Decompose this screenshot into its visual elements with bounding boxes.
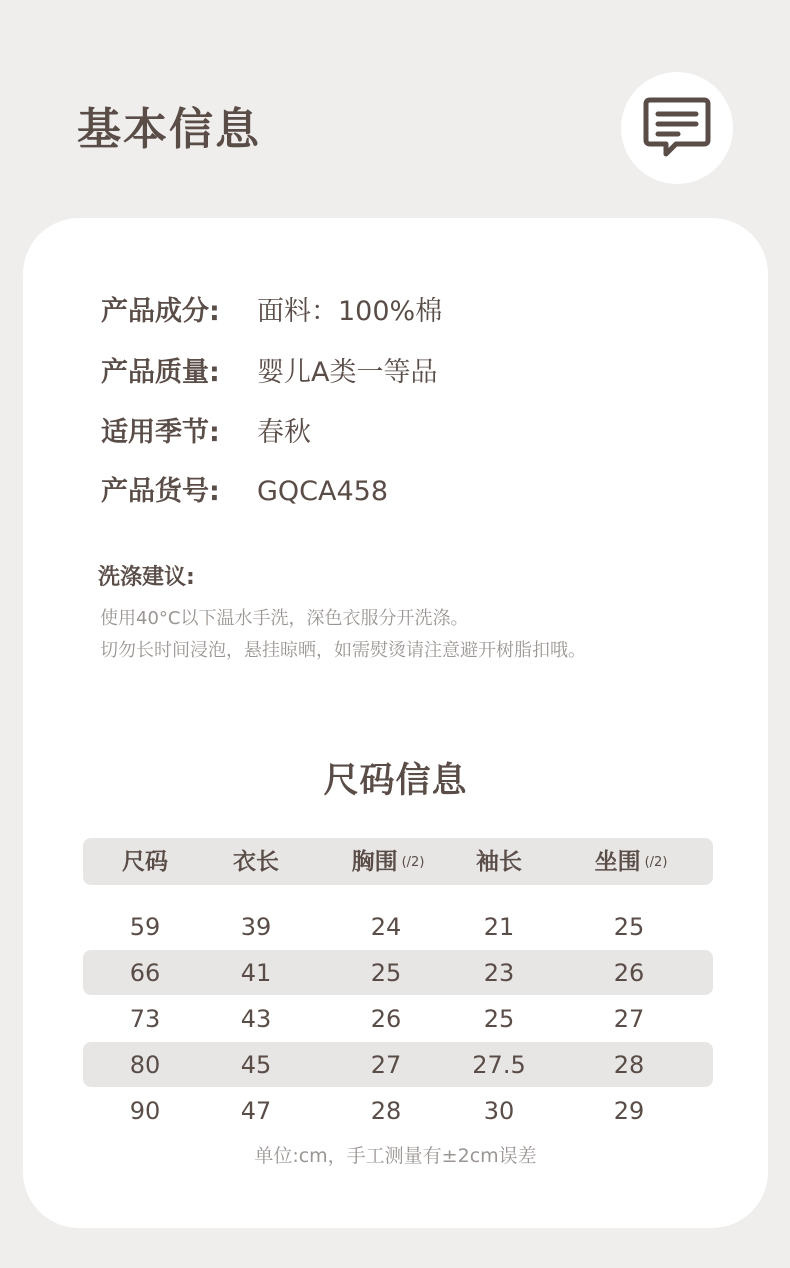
attribute-value: 婴儿A类一等品: [257, 357, 438, 388]
table-cell: 30: [483, 1097, 515, 1125]
table-cell: 26: [370, 1005, 402, 1033]
header-hip: 坐围 (/2): [594, 849, 668, 875]
table-cell: 47: [240, 1097, 272, 1125]
table-cell: 25: [613, 913, 645, 941]
chat-message-icon: [642, 96, 712, 160]
table-cell: 28: [370, 1097, 402, 1125]
table-cell: 59: [129, 913, 161, 941]
header-sleeve: 袖长: [476, 849, 522, 875]
table-cell: 21: [483, 913, 515, 941]
page-title: 基本信息: [77, 104, 261, 155]
attribute-value: 春秋: [257, 417, 311, 448]
unit-label: (/2): [401, 855, 425, 870]
header-chest: 胸围 (/2): [351, 849, 425, 875]
table-cell: 45: [240, 1051, 272, 1079]
table-cell: 90: [129, 1097, 161, 1125]
chat-message-icon-badge: [621, 72, 733, 184]
table-cell: 73: [129, 1005, 161, 1033]
measurement-footnote: 单位:cm，手工测量有±2cm误差: [254, 1145, 537, 1167]
table-cell: 26: [613, 959, 645, 987]
washing-line: 使用40°C以下温水手洗，深色衣服分开洗涤。: [100, 608, 469, 629]
table-cell: 43: [240, 1005, 272, 1033]
attribute-value: GQCA458: [257, 476, 389, 507]
attribute-value: 面料：100%棉: [257, 296, 443, 327]
table-cell: 39: [240, 913, 272, 941]
table-cell: 80: [129, 1051, 161, 1079]
table-cell: 23: [483, 959, 515, 987]
attribute-row-season: [101, 415, 311, 451]
attribute-row-composition: [101, 294, 442, 330]
unit-label: (/2): [644, 855, 668, 870]
attribute-label: 产品货号:: [101, 476, 220, 507]
size-section-title: 尺码信息: [323, 761, 468, 801]
table-cell: 29: [613, 1097, 645, 1125]
attribute-label: 产品质量:: [101, 357, 220, 388]
attribute-label: 产品成分:: [101, 296, 220, 327]
table-cell: 28: [613, 1051, 645, 1079]
info-card: [23, 218, 768, 1228]
header-length: 衣长: [233, 849, 279, 875]
table-cell: 27: [370, 1051, 402, 1079]
washing-line: 切勿长时间浸泡，悬挂晾晒，如需熨烫请注意避开树脂扣哦。: [100, 640, 586, 661]
table-cell: 24: [370, 913, 402, 941]
attribute-row-quality: [101, 355, 437, 391]
washing-title: 洗涤建议:: [98, 565, 195, 590]
table-cell: 25: [370, 959, 402, 987]
table-cell: 66: [129, 959, 161, 987]
table-cell: 27: [613, 1005, 645, 1033]
header-size: 尺码: [122, 849, 168, 875]
size-table-header: [83, 838, 713, 885]
attribute-label: 适用季节:: [101, 417, 220, 448]
table-cell: 41: [240, 959, 272, 987]
attribute-row-item-number: [101, 474, 388, 510]
table-cell: 25: [483, 1005, 515, 1033]
table-cell: 27.5: [472, 1051, 526, 1079]
